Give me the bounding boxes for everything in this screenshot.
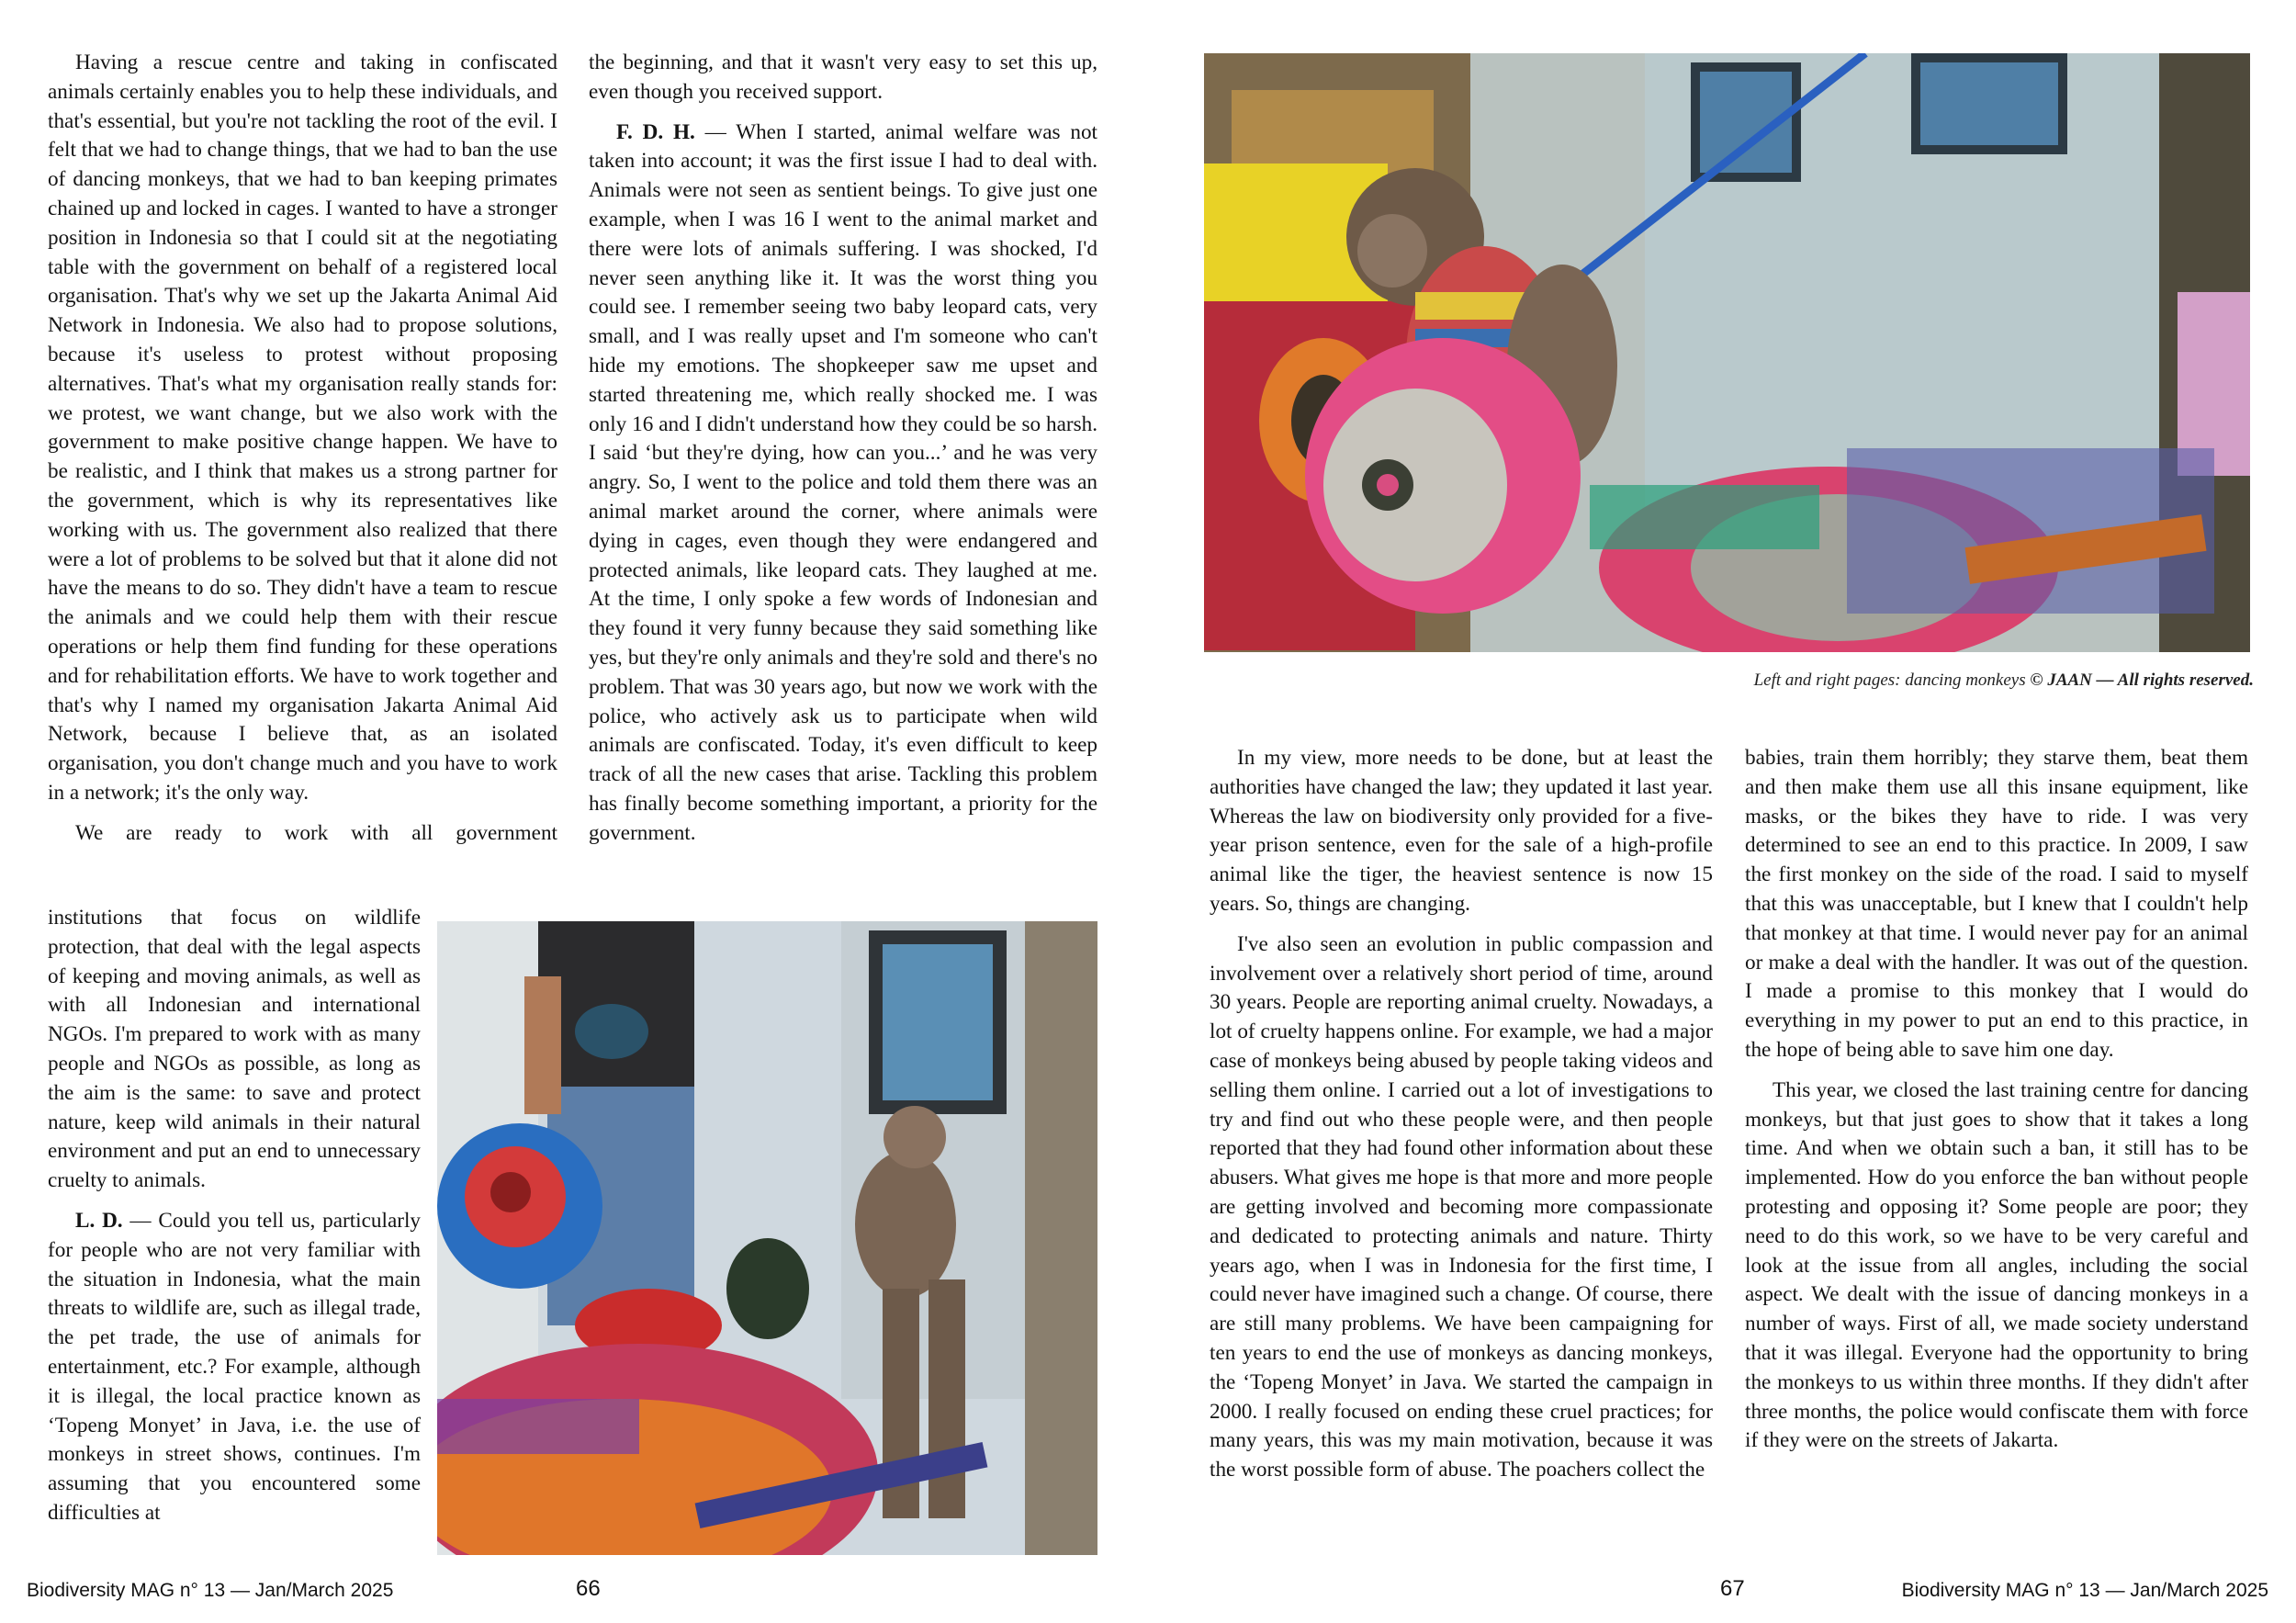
- paragraph: This year, we closed the last training centre for dancing monkeys, but that just goes to show that it takes a long time. And when we obtain such a ban, it still has to be implemented. How do you enforce the ban without people protesting and opposing it? Some people are poor; they need to do this work, so we have to be very careful and look at the issue from all angles, including the social aspect. We dealt with the issue of dancing monkeys in a number of ways. First of all, we made society understand that it was illegal. Everyone had the opportunity to bring the monkeys to us within three months. If they didn't after three months, the police would confiscate them with force if they were on the streets of Jakarta.: [1745, 1077, 2248, 1453]
- question-text: — Could you tell us, particularly for people who are not very familiar with the situation in Indonesia, what the main threats to wildlife are, such as illegal trade, the pet trade, the use of animals for entertainment, etc.? For example, although it is illegal, the local practice known as ‘Topeng Monyet’ in Java, i.e. the use of monkeys in street shows, continues. I'm assuming that you encountered some difficulties at: [48, 1208, 421, 1525]
- paragraph: the beginning, and that it wasn't very easy to set this up, even though you received support.: [589, 51, 1097, 104]
- left-column-1-narrow: [48, 904, 421, 1528]
- paragraph: I've also seen an evolution in public compassion and involvement over a relatively short period of time, around 30 years. People are reporting animal cruelty. Nowadays, a lot of cruelty happens online. For example, we had a major case of monkeys being abused by people taking videos and selling them online. I carried out a lot of investigations to try and find out who these people were, and then people reported that they had found other information about these abusers. What gives me hope is that more and more people are getting involved and becoming more compassionate and dedicated to protecting animals and nature. Thirty years ago, when I was in Indonesia for the first time, I could never have imagined such a change. Of course, there are still many problems. We have been campaigning for ten years to end the use of monkeys as dancing monkeys, the ‘Topeng Monyet’ in Java. We started the campaign in 2000. I really focused on ending these cruel practices; for many years, this was my main motivation, because it was the worst possible form of abuse. The poachers collect the: [1210, 931, 1713, 1482]
- right-column-1: [1210, 744, 1713, 1485]
- page-number-right: 67: [1720, 1576, 1745, 1601]
- question-speaker: L. D.: [75, 1208, 123, 1233]
- caption-credit: © JAAN — All rights reserved.: [2030, 671, 2254, 690]
- paragraph-wide-start: We are ready to work with all government: [75, 820, 557, 845]
- caption-text: Left and right pages: dancing monkeys: [1753, 671, 2026, 690]
- right-column-2: [1745, 744, 2248, 1456]
- footer-right: Biodiversity MAG n° 13 — Jan/March 2025: [1901, 1580, 2268, 1601]
- answer-speaker: F. D. H.: [616, 119, 695, 144]
- photo-caption: [1427, 671, 2254, 691]
- question-paragraph: [48, 1207, 421, 1528]
- answer-text: — When I started, animal welfare was not taken into account; it was the first issue I had to deal with. Animals were not seen as sentient beings. To give just one example, when I was 16 I went to the animal market and there were lots of animals suffering. I was shocked, I'd never seen anything like it. It was the worst thing you could see. I remember seeing two baby leopard cats, very small, and I was really upset and I'm someone who can't hide my emotions. The shopkeeper saw me upset and started threatening me, which really shocked me. I was only 16 and I didn't understand how they could be so harsh. I said ‘but they're dying, how can you...’ and he was very angry. So, I went to the police and told them there was an animal market around the corner, where animals were dying in cages, even though they were endangered and protected animals, like leopard cats. They laughed at me. At the time, I only spoke a few words of Indonesian and they found it very funny because they said something like yes, but they're only animals and they're sold and there's no problem. That was 30 years ago, but now we work with the police, who actively ask us to participate when wild animals are confiscated. Today, it's even difficult to keep track of all the new cases that arise. Tackling this problem has finally become something important, a priority for the government.: [589, 119, 1097, 845]
- paragraph: babies, train them horribly; they starve them, beat them and then make them use all this insane equipment, like masks, or the bikes they have to ride. I was very determined to see an end to this practice. In 2009, I saw the first monkey on the side of the road. I said to myself that this was unacceptable, but I knew that I couldn't help that monkey at that time. I would never pay for an animal or make a deal with the handler. It was out of the question. I made a promise to this monkey that I would do everything in my power to put an end to this practice, in the hope of being able to save him one day.: [1745, 746, 2248, 1062]
- footer-left: Biodiversity MAG n° 13 — Jan/March 2025: [27, 1580, 394, 1601]
- page-number-left: 66: [576, 1576, 601, 1601]
- paragraph: In my view, more needs to be done, but at least the authorities have changed the law; they updated it last year. Whereas the law on biodiversity only provided for a five-year prison sentence, even for the sale of a high-profile animal like the tiger, the heaviest sentence is now 15 years. So, things are changing.: [1210, 746, 1713, 916]
- paragraph: institutions that focus on wildlife protection, that deal with the legal aspects of keeping and moving animals, as well as with all Indonesian and international NGOs. I'm prepared to work with as many people and NGOs as possible, as long as the aim is the same: to save and protect nature, keep wild animals in their natural environment and put an end to unnecessary cruelty to animals.: [48, 906, 421, 1193]
- left-column-1: [48, 49, 557, 849]
- dancing-monkey-photo-left: [437, 921, 1097, 1555]
- paragraph: Having a rescue centre and taking in confiscated animals certainly enables you to help these individuals, and that's essential, but you're not tackling the root of the evil. I felt that we had to change things, that we had to ban the use of dancing monkeys, that we had to ban keeping primates chained up and locked in cages. I wanted to have a stronger position in Indonesia so that I could sit at the negotiating table with the government on behalf of a registered local organisation. That's why we set up the Jakarta Animal Aid Network in Indonesia. We also had to propose solutions, because it's useless to protest without proposing alternatives. That's what my organisation really stands for: we protest, we want change, but we also work with the government to make positive change happen. We have to be realistic, and I think that makes us a strong partner for the government, which is why its representatives like working with us. The government also realized that there were a lot of problems to be solved but that it alone did not have the means to do so. They didn't have a team to rescue the animals and we could help them with their rescue operations or help them find funding for these operations and for rehabilitation efforts. We have to work together and that's why I named my organisation Jakarta Animal Aid Network, because I believe that, as an isolated organisation, you don't change much and you have to work in a network; it's the only way.: [48, 51, 557, 805]
- dancing-monkey-photo-right: [1204, 53, 2250, 652]
- answer-paragraph: [589, 118, 1097, 849]
- left-column-2: [589, 49, 1097, 849]
